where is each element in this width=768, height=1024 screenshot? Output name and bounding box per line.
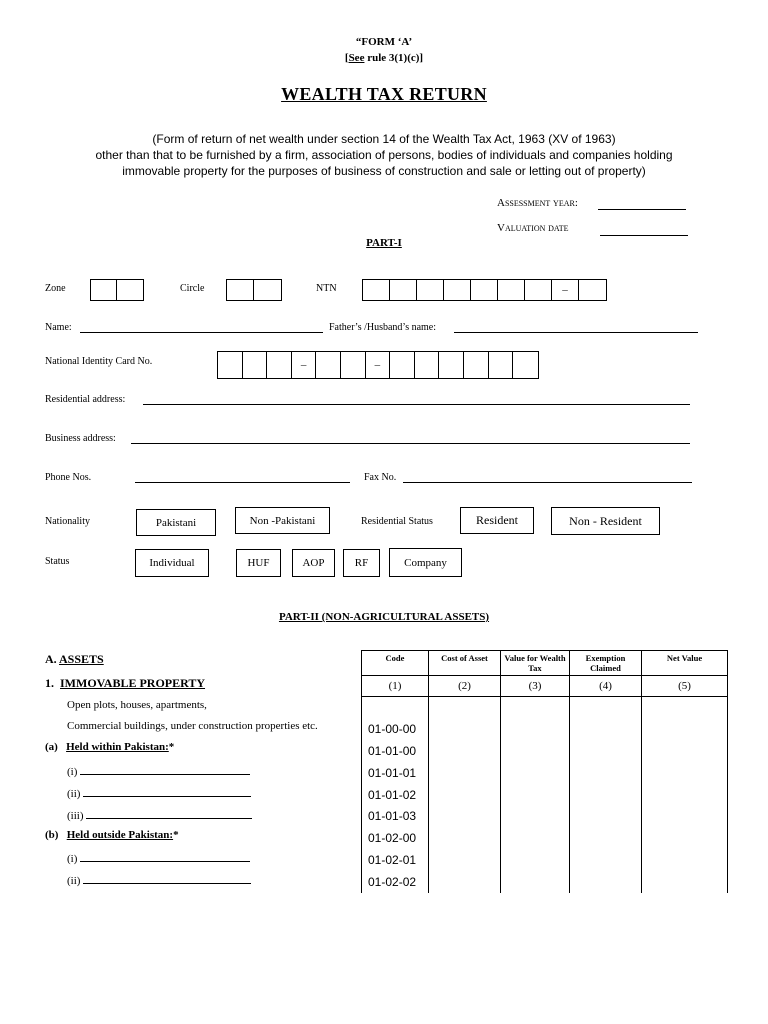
table-row [362,871,728,893]
fax-field[interactable] [403,481,692,483]
table-row [362,718,728,740]
residential-address-field[interactable] [143,403,690,405]
part1-title: PART-I [366,237,402,249]
status-individual-box[interactable]: Individual [135,549,209,577]
assets-table [361,650,728,893]
phone-label: Phone Nos. [45,472,92,483]
ntn-label: NTN [316,283,337,294]
section-a-heading: A. ASSETS [45,652,104,666]
within-item-ii: (ii) [67,786,251,800]
name-field[interactable] [80,331,323,333]
within-item-i: (i) [67,764,250,778]
status-aop-box[interactable]: AOP [292,549,335,577]
table-header-row [362,651,728,676]
valuation-date-field[interactable] [600,234,688,236]
table-row [362,827,728,849]
table-row [362,849,728,871]
resident-box[interactable]: Resident [460,507,534,534]
table-row [362,805,728,827]
circle-boxes[interactable] [226,279,282,301]
code-cell: 01-01-03 [362,805,429,827]
father-name-label: Father’s /Husband’s name: [329,322,437,333]
code-cell: 01-02-00 [362,827,429,849]
col-header-code: Code [362,651,429,676]
outside-item-ii: (ii) [67,873,251,887]
nationality-non-pakistani-box[interactable]: Non -Pakistani [235,507,330,534]
table-row [362,762,728,784]
assessment-year-field[interactable] [598,208,686,210]
form-description: (Form of return of net wealth under section 14 of the Wealth Tax Act, 1963 (XV of 1963) other than that to be furnished by a firm, association of persons, bodies of individuals and companies holding immovable property for the purposes of business of construction and sale or letting out of property) [95,132,673,178]
residential-status-label: Residential Status [361,516,433,527]
status-huf-box[interactable]: HUF [236,549,281,577]
col-header-cost: Cost of Asset [429,651,501,676]
nationality-pakistani-box[interactable]: Pakistani [136,509,216,536]
page-title: WEALTH TAX RETURN [281,84,487,104]
father-name-field[interactable] [454,331,698,333]
table-row [362,697,728,719]
code-cell: 01-02-01 [362,849,429,871]
status-label: Status [45,556,70,567]
status-company-box[interactable]: Company [389,548,462,577]
immovable-property-heading: 1. IMMOVABLE PROPERTY [45,676,206,690]
immovable-desc-2: Commercial buildings, under construction properties etc. [67,720,318,732]
within-item-iii: (iii) [67,808,252,822]
fax-label: Fax No. [364,472,397,483]
table-column-numbers: (1) (2) (3) (4) (5) [362,676,728,697]
business-address-field[interactable] [131,442,690,444]
immovable-desc-1: Open plots, houses, apartments, [67,699,207,711]
nic-boxes[interactable]: – – [217,351,539,379]
valuation-date-label: Valuation date [497,222,569,234]
name-label: Name: [45,322,72,333]
residential-address-label: Residential address: [45,394,126,405]
code-cell: 01-00-00 [362,718,429,740]
phone-field[interactable] [135,481,350,483]
table-row [362,740,728,762]
zone-label: Zone [45,283,66,294]
held-within-heading: (a) Held within Pakistan:* [45,741,175,753]
code-cell: 01-02-02 [362,871,429,893]
see-link: See [348,52,365,64]
non-resident-box[interactable]: Non - Resident [551,507,660,535]
nationality-label: Nationality [45,516,90,527]
rule-reference: [See rule 3(1)(c)] [344,52,424,64]
assessment-year-label: Assessment year: [497,197,578,209]
code-cell: 01-01-02 [362,784,429,806]
code-cell: 01-01-01 [362,762,429,784]
col-header-net: Net Value [642,651,728,676]
part2-title: PART-II (NON-AGRICULTURAL ASSETS) [278,611,490,623]
zone-boxes[interactable] [90,279,144,301]
code-cell: 01-01-00 [362,740,429,762]
outside-item-i: (i) [67,851,250,865]
status-rf-box[interactable]: RF [343,549,380,577]
col-header-value: Value for Wealth Tax [501,651,570,676]
ntn-boxes[interactable]: – [362,279,607,301]
held-outside-heading: (b) Held outside Pakistan:* [45,829,179,841]
nic-label: National Identity Card No. [45,356,153,367]
form-label: “FORM ‘A’ [355,36,413,48]
business-address-label: Business address: [45,433,116,444]
col-header-exemption: Exemption Claimed [570,651,642,676]
circle-label: Circle [180,283,205,294]
table-row [362,784,728,806]
